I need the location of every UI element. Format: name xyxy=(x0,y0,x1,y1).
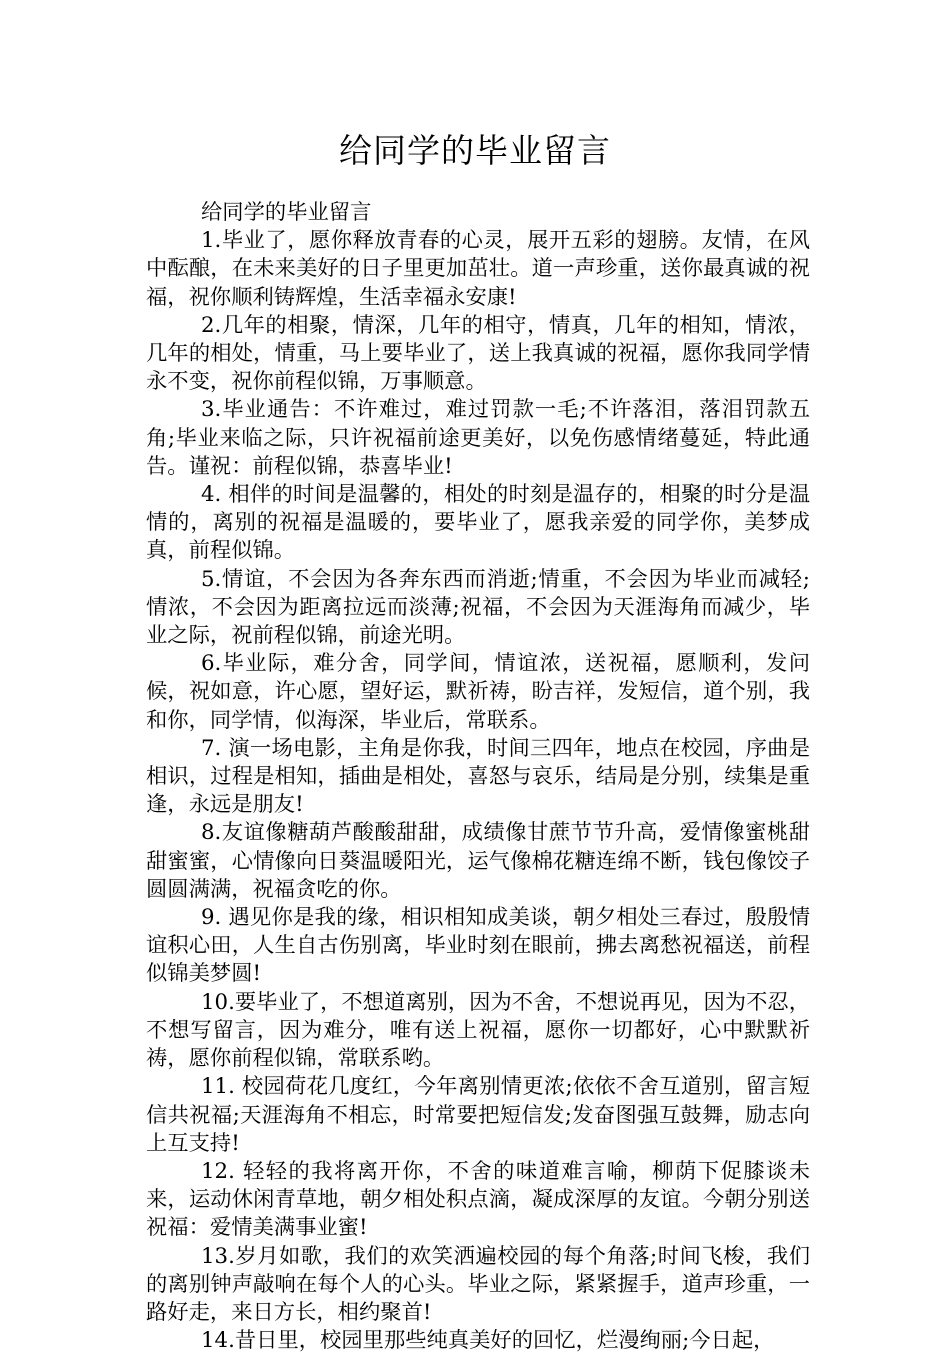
paragraph: 8.友谊像糖葫芦酸酸甜甜，成绩像甘蔗节节升高，爱情像蜜桃甜甜蜜蜜，心情像向日葵温暖阳光，运气像棉花糖连绵不断，钱包像饺子圆圆满满，祝福贪吃的你。 xyxy=(146,820,810,902)
paragraph: 2.几年的相聚，情深，几年的相守，情真，几年的相知，情浓，几年的相处，情重，马上要毕业了，送上我真诚的祝福，愿你我同学情永不变，祝你前程似锦，万事顺意。 xyxy=(146,312,810,395)
paragraph: 9. 遇见你是我的缘，相识相知成美谈，朝夕相处三春过，殷殷情谊积心田，人生自古伤别离，毕业时刻在眼前，拂去离愁祝福送，前程似锦美梦圆! xyxy=(146,905,810,987)
paragraph: 3.毕业通告：不许难过，难过罚款一毛;不许落泪，落泪罚款五角;毕业来临之际，只许祝福前途更美好，以免伤感情绪蔓延，特此通告。谨祝：前程似锦，恭喜毕业! xyxy=(146,397,810,479)
paragraph: 14.昔日里，校园里那些纯真美好的回忆，烂漫绚丽;今日起， xyxy=(201,1328,775,1354)
document-subtitle: 给同学的毕业留言 xyxy=(201,200,372,225)
paragraph: 7. 演一场电影，主角是你我，时间三四年，地点在校园，序曲是相识，过程是相知，插曲是相处，喜怒与哀乐，结局是分别，续集是重逢，永远是朋友! xyxy=(146,735,810,818)
document-body xyxy=(146,199,810,1355)
paragraph: 13.岁月如歌，我们的欢笑洒遍校园的每个角落;时间飞梭，我们的离别钟声敲响在每个人的心头。毕业之际，紧紧握手，道声珍重，一路好走，来日方长，相约聚首! xyxy=(146,1243,810,1325)
paragraph: 5.情谊，不会因为各奔东西而消逝;情重，不会因为毕业而减轻;情浓，不会因为距离拉远而淡薄;祝福，不会因为天涯海角而减少，毕业之际，祝前程似锦，前途光明。 xyxy=(146,566,810,649)
paragraph: 10.要毕业了，不想道离别，因为不舍，不想说再见，因为不忍，不想写留言，因为难分，唯有送上祝福，愿你一切都好，心中默默祈祷，愿你前程似锦，常联系哟。 xyxy=(146,989,810,1072)
paragraph: 4. 相伴的时间是温馨的，相处的时刻是温存的，相聚的时分是温情的，离别的祝福是温暖的，要毕业了，愿我亲爱的同学你，美梦成真，前程似锦。 xyxy=(146,482,810,564)
paragraph: 11. 校园荷花几度红，今年离别情更浓;依依不舍互道别，留言短信共祝福;天涯海角不相忘，时常要把短信发;发奋图强互鼓舞，励志向上互支持! xyxy=(146,1074,810,1156)
paragraph: 12. 轻轻的我将离开你，不舍的味道难言喻，柳荫下促膝谈未来，运动休闲青草地，朝夕相处积点滴，凝成深厚的友谊。今朝分别送祝福：爱情美满事业蜜! xyxy=(146,1158,810,1241)
paragraph: 1.毕业了，愿你释放青春的心灵，展开五彩的翅膀。友情，在风中酝酿，在未来美好的日子里更加茁壮。道一声珍重，送你最真诚的祝福，祝你顺利铸辉煌，生活幸福永安康! xyxy=(146,228,810,310)
document-title: 给同学的毕业留言 xyxy=(339,131,611,170)
paragraph: 6.毕业际，难分舍，同学间，情谊浓，送祝福，愿顺利，发问候，祝如意，许心愿，望好运，默祈祷，盼吉祥，发短信，道个别，我和你，同学情，似海深，毕业后，常联系。 xyxy=(146,651,810,733)
